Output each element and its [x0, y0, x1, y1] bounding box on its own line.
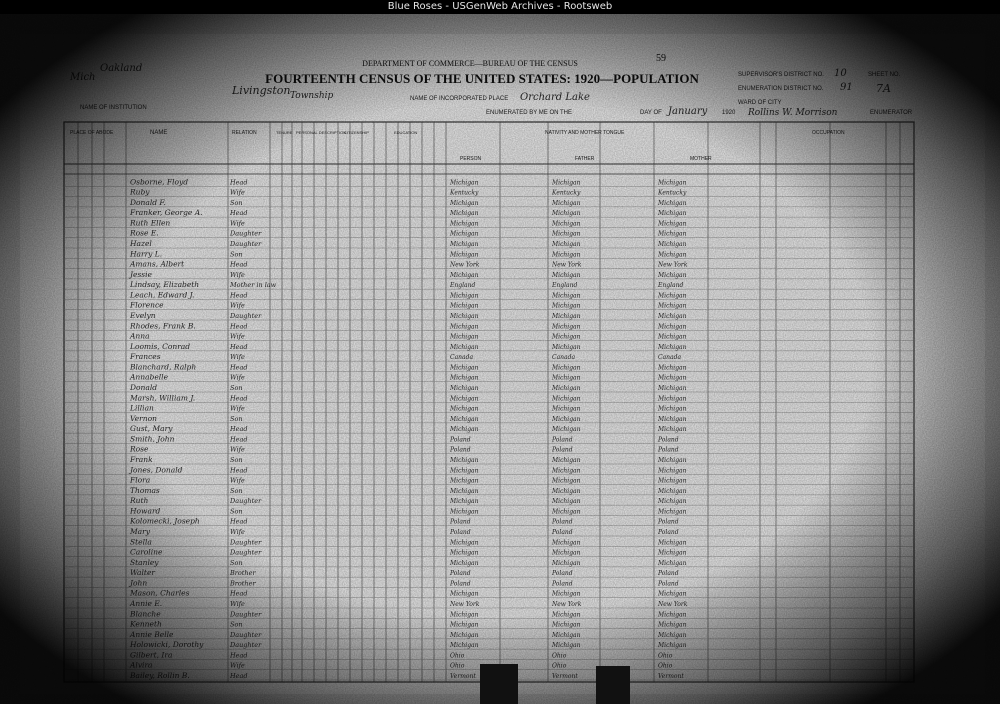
- census-sheet-image: [0, 14, 1000, 704]
- viewer-title: Blue Roses - USGenWeb Archives - Rootsweb: [387, 1, 613, 12]
- viewer-title-bar: [0, 0, 1000, 14]
